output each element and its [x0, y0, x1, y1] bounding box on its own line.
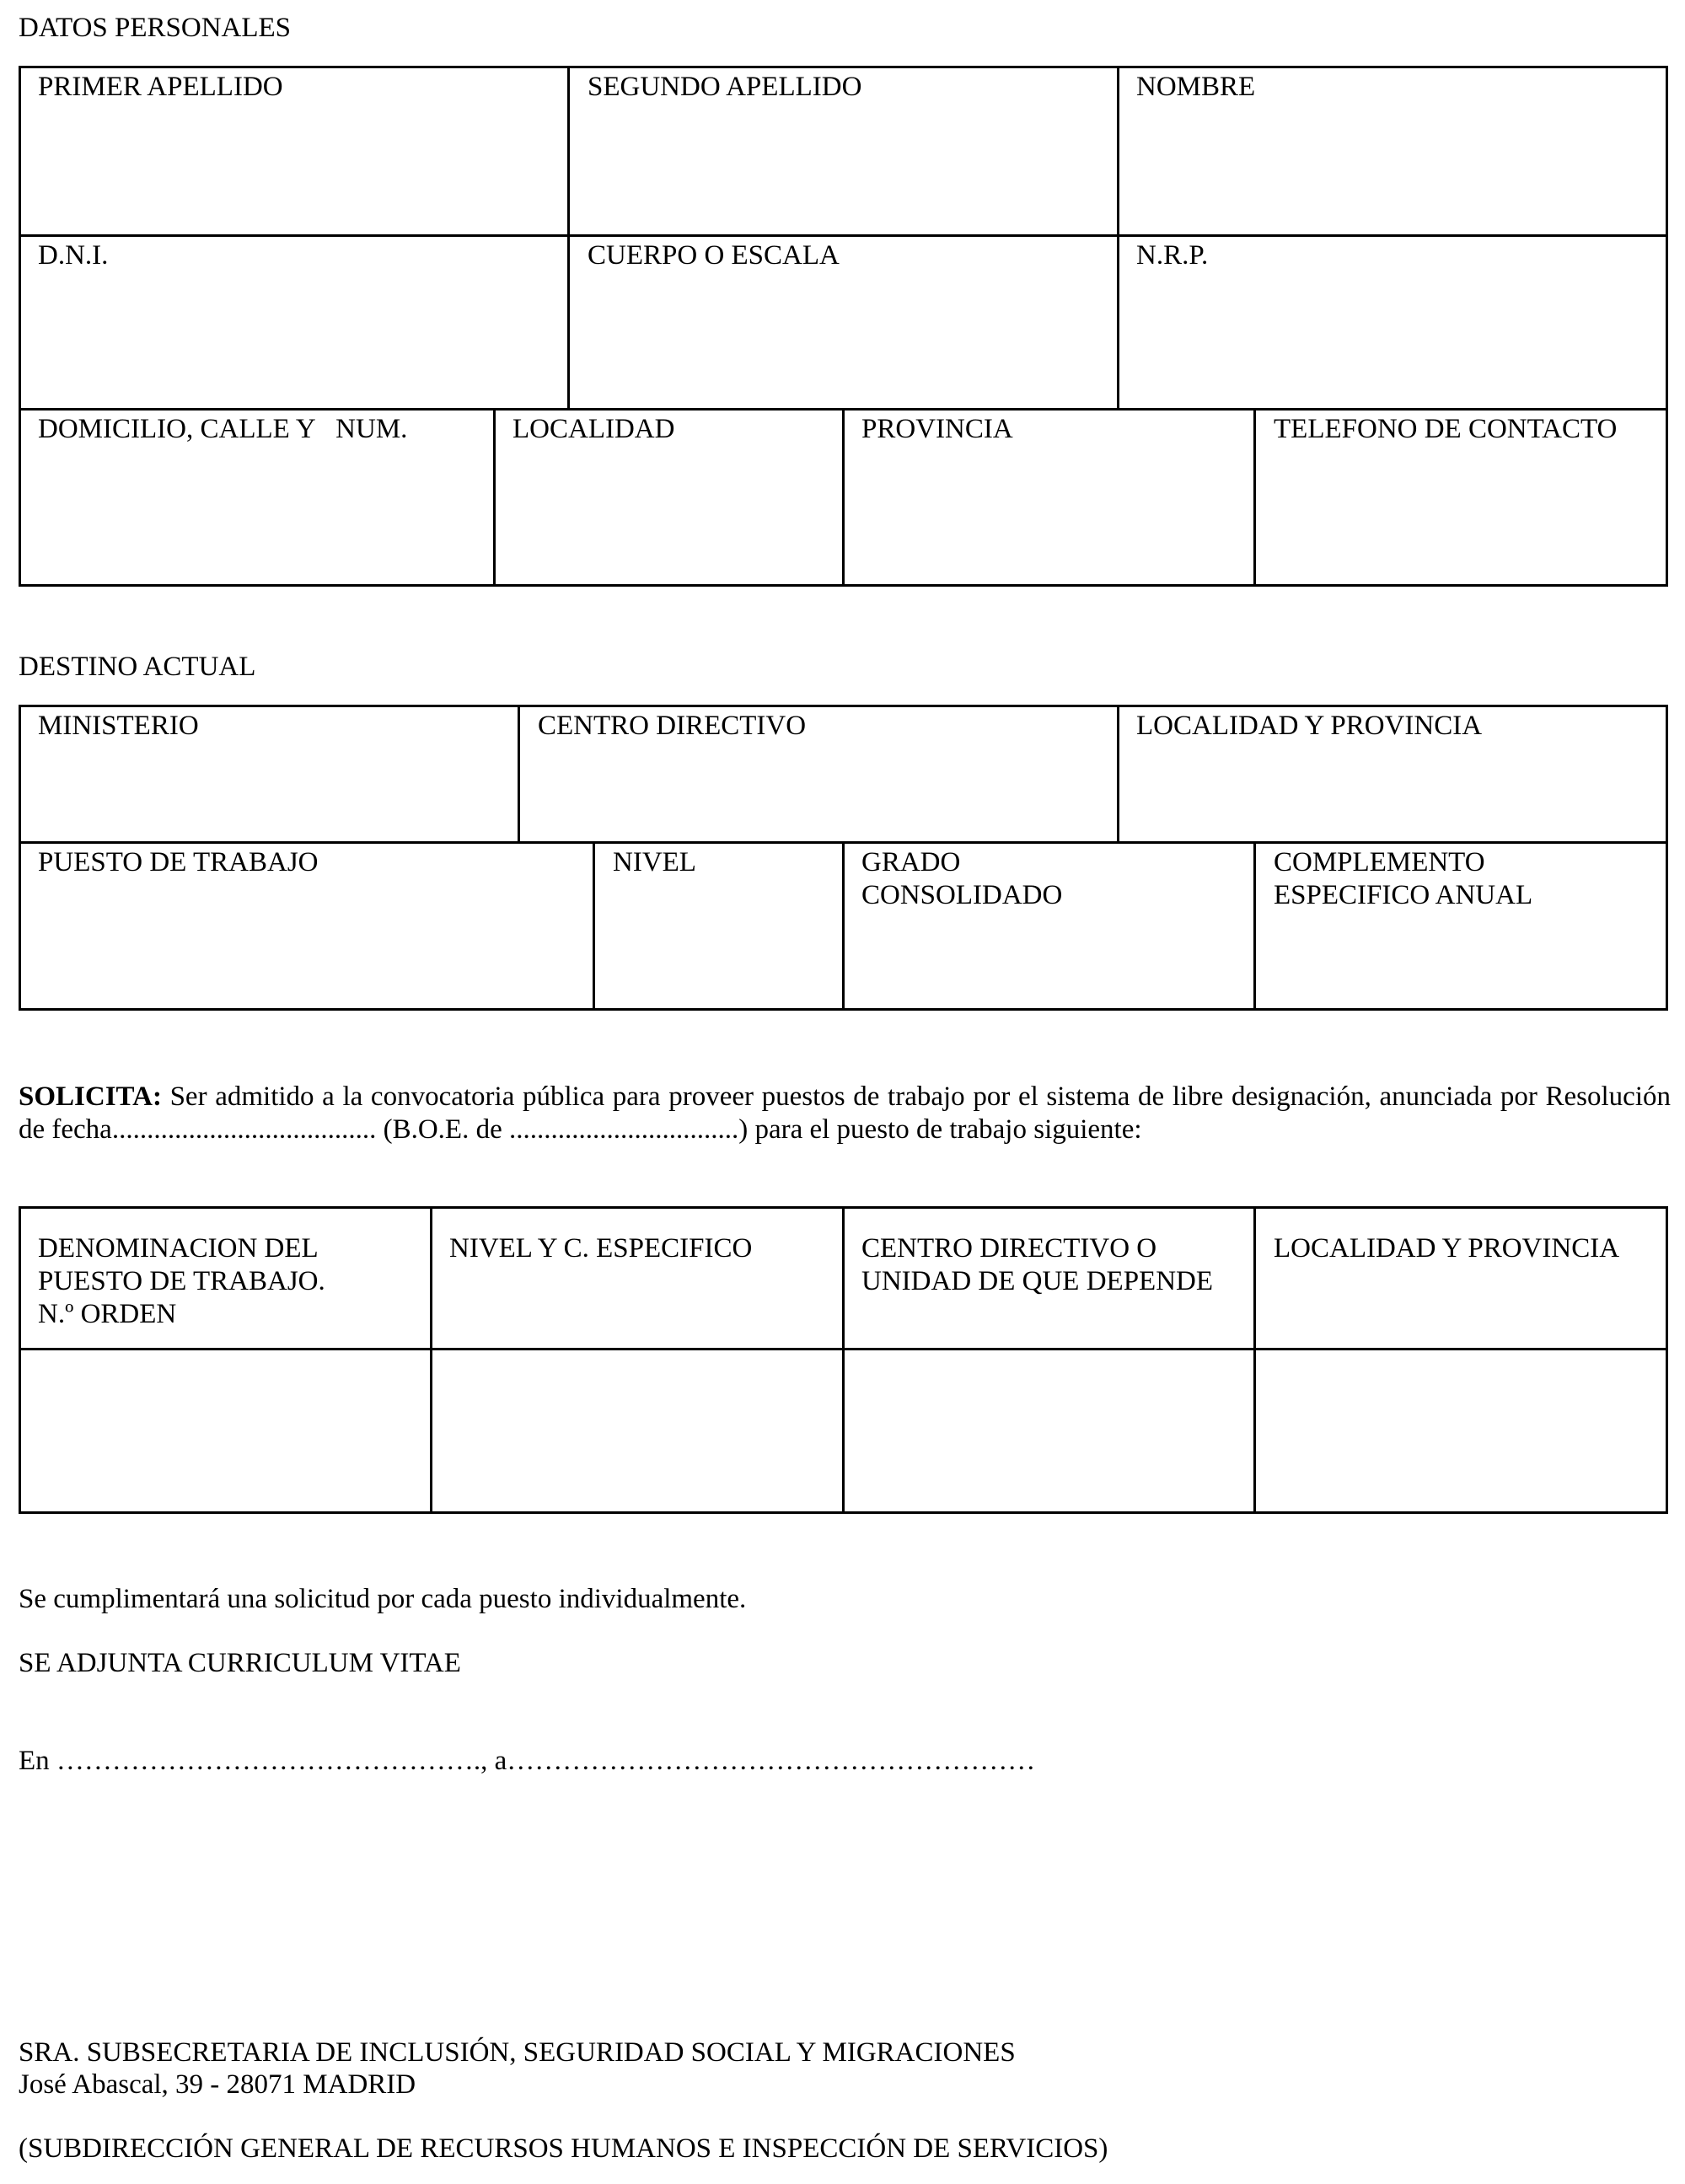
field-label-nivel: NIVEL	[613, 847, 696, 877]
solicita-paragraph	[19, 1081, 1671, 1146]
solicita-label: SOLICITA:	[19, 1081, 162, 1112]
solicita-text: Ser admitido a la convocatoria pública para proveer puestos de trabajo por el sistema de libre designación, anunciada por Resolución de fecha...................................... (B.O.E. de .................................) para el puesto de trabajo siguiente:	[19, 1081, 1671, 1145]
table-divider	[593, 841, 595, 1011]
destinatario-address: José Abascal, 39 - 28071 MADRID	[19, 2069, 416, 2100]
column-header-centro-directivo: CENTRO DIRECTIVO O UNIDAD DE QUE DEPENDE	[861, 1233, 1214, 1296]
table-divider	[842, 408, 845, 587]
field-label-domicilio: DOMICILIO, CALLE Y NUM.	[38, 414, 408, 444]
field-label-puesto-trabajo: PUESTO DE TRABAJO	[38, 847, 319, 877]
field-label-dni: D.N.I.	[38, 240, 109, 271]
table-divider	[1253, 1206, 1256, 1514]
table-divider	[842, 841, 845, 1011]
field-label-nrp: N.R.P.	[1136, 240, 1209, 271]
table-divider	[430, 1206, 432, 1514]
table-divider	[518, 705, 520, 841]
field-label-telefono: TELEFONO DE CONTACTO	[1274, 414, 1618, 444]
table-divider	[1253, 841, 1256, 1011]
note-curriculum: SE ADJUNTA CURRICULUM VITAE	[19, 1648, 461, 1678]
table-divider	[493, 408, 496, 587]
field-label-segundo-apellido: SEGUNDO APELLIDO	[588, 72, 862, 102]
column-header-nivel-especifico: NIVEL Y C. ESPECIFICO	[449, 1233, 753, 1264]
section-heading-datos-personales: DATOS PERSONALES	[19, 13, 292, 43]
field-label-provincia: PROVINCIA	[861, 414, 1013, 444]
column-header-denominacion: DENOMINACION DEL PUESTO DE TRABAJO. N.º ORDEN	[38, 1233, 325, 1329]
field-label-localidad-provincia: LOCALIDAD Y PROVINCIA	[1136, 711, 1483, 741]
table-divider	[567, 66, 570, 408]
destinatario-line-1: SRA. SUBSECRETARIA DE INCLUSIÓN, SEGURIDAD SOCIAL Y MIGRACIONES	[19, 2037, 1016, 2068]
field-label-ministerio: MINISTERIO	[38, 711, 199, 741]
field-label-localidad: LOCALIDAD	[512, 414, 675, 444]
note-una-solicitud: Se cumplimentará una solicitud por cada puesto individualmente.	[19, 1584, 747, 1614]
table-divider	[1117, 705, 1119, 841]
table-divider	[1253, 408, 1256, 587]
field-label-complemento-especifico: COMPLEMENTO ESPECIFICO ANUAL	[1274, 847, 1533, 910]
field-label-primer-apellido: PRIMER APELLIDO	[38, 72, 283, 102]
lugar-fecha-line: En ………………………………………., a…………………………………………………	[19, 1746, 1036, 1776]
field-label-cuerpo-escala: CUERPO O ESCALA	[588, 240, 840, 271]
table-divider	[19, 234, 1668, 237]
table-divider	[842, 1206, 845, 1514]
field-label-centro-directivo: CENTRO DIRECTIVO	[538, 711, 807, 741]
field-label-grado-consolidado: GRADO CONSOLIDADO	[861, 847, 1063, 910]
column-header-localidad-provincia: LOCALIDAD Y PROVINCIA	[1274, 1233, 1620, 1264]
destinatario-subdireccion: (SUBDIRECCIÓN GENERAL DE RECURSOS HUMANOS E INSPECCIÓN DE SERVICIOS)	[19, 2133, 1108, 2164]
section-heading-destino-actual: DESTINO ACTUAL	[19, 652, 256, 682]
field-label-nombre: NOMBRE	[1136, 72, 1256, 102]
table-divider	[1117, 66, 1119, 408]
